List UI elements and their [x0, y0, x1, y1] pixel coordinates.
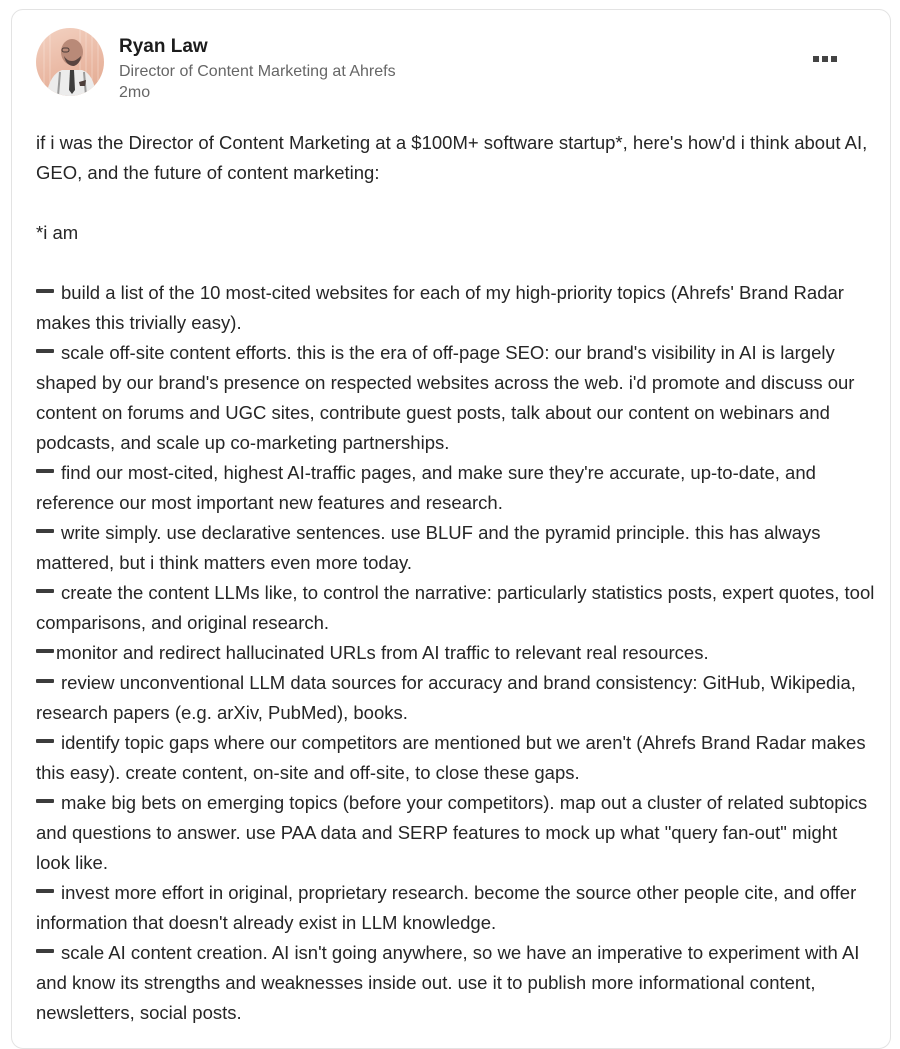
- dash-bullet-icon: [36, 649, 54, 653]
- list-item: identify topic gaps where our competitors are mentioned but we aren't (Ahrefs Brand Radar makes this easy). create content, on-site and off-site, to close these gaps.: [36, 732, 866, 783]
- dash-bullet-icon: [36, 889, 54, 893]
- list-item: invest more effort in original, proprietary research. become the source other people cite, and offer information that doesn't already exist in LLM knowledge.: [36, 882, 857, 933]
- dash-bullet-icon: [36, 349, 54, 353]
- paragraph-spacer: [36, 248, 876, 278]
- author-info: [119, 36, 396, 103]
- dash-bullet-icon: [36, 739, 54, 743]
- list-item: write simply. use declarative sentences. use BLUF and the pyramid principle. this has always mattered, but i think matters even more today.: [36, 522, 821, 573]
- list-item: scale AI content creation. AI isn't going anywhere, so we have an imperative to experiment with AI and know its strengths and weaknesses inside out. use it to publish more informational content, newsletters, social posts.: [36, 942, 860, 1023]
- list-item: create the content LLMs like, to control the narrative: particularly statistics posts, expert quotes, tool comparisons, and original research.: [36, 582, 875, 633]
- post-footnote: *i am: [36, 222, 79, 243]
- dash-bullet-icon: [36, 469, 54, 473]
- author-avatar[interactable]: [36, 28, 104, 96]
- post-body: [36, 128, 876, 1028]
- list-item: review unconventional LLM data sources for accuracy and brand consistency: GitHub, Wikipedia, research papers (e.g. arXiv, PubMed), books.: [36, 672, 856, 723]
- post-header: [36, 28, 396, 103]
- dash-bullet-icon: [36, 949, 54, 953]
- ellipsis-icon-dot: [831, 56, 837, 62]
- dash-bullet-icon: [36, 289, 54, 293]
- author-name[interactable]: Ryan Law: [119, 36, 208, 57]
- author-headline: Director of Content Marketing at Ahrefs: [119, 63, 396, 80]
- list-item: scale off-site content efforts. this is the era of off-page SEO: our brand's visibility in AI is largely shaped by our brand's presence on respected websites across the web. i'd promote and discuss our content on forums and UGC sites, contribute guest posts, talk about our content on webinars and podcasts, and scale up co-marketing partnerships.: [36, 342, 855, 453]
- post-card: [11, 9, 891, 1049]
- dash-bullet-icon: [36, 679, 54, 683]
- dash-bullet-icon: [36, 589, 54, 593]
- list-item: build a list of the 10 most-cited websites for each of my high-priority topics (Ahrefs' Brand Radar makes this trivially easy).: [36, 282, 844, 333]
- dash-bullet-icon: [36, 529, 54, 533]
- post-intro: if i was the Director of Content Marketing at a $100M+ software startup*, here's how'd i think about AI, GEO, and the future of content marketing:: [36, 132, 868, 183]
- paragraph-spacer: [36, 188, 876, 218]
- list-item: find our most-cited, highest AI-traffic pages, and make sure they're accurate, up-to-date, and reference our most important new features and research.: [36, 462, 816, 513]
- profile-photo-icon: [36, 28, 104, 96]
- list-item: monitor and redirect hallucinated URLs from AI traffic to relevant real resources.: [36, 638, 876, 668]
- ellipsis-icon-dot: [813, 56, 819, 62]
- more-options-button[interactable]: [808, 50, 842, 68]
- ellipsis-icon-dot: [822, 56, 828, 62]
- list-item: make big bets on emerging topics (before your competitors). map out a cluster of related subtopics and questions to answer. use PAA data and SERP features to mock up what "query fan-out" might look like.: [36, 792, 868, 873]
- dash-bullet-icon: [36, 799, 54, 803]
- post-timestamp: 2mo: [119, 84, 151, 101]
